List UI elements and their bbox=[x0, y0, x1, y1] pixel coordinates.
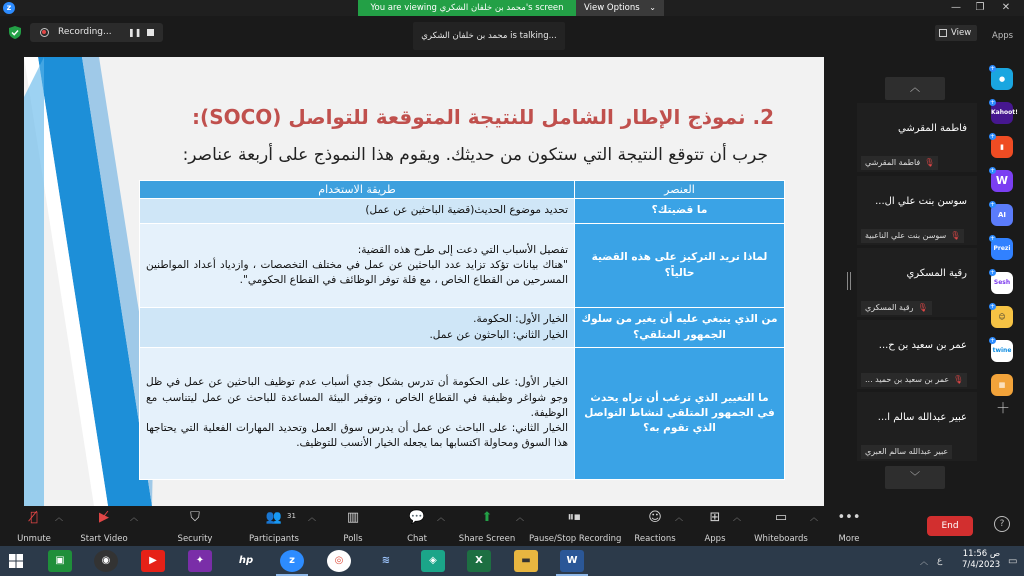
participant-label bbox=[861, 445, 952, 459]
end-meeting-button[interactable]: End bbox=[927, 516, 973, 536]
app-icon[interactable]: ● bbox=[991, 68, 1013, 90]
view-button[interactable] bbox=[935, 25, 977, 41]
file-explorer-icon[interactable]: ▬ bbox=[514, 550, 538, 572]
element-cell: لماذا تريد التركيز على هذه القضية حالياً؟ bbox=[575, 224, 785, 308]
record-icon bbox=[40, 28, 49, 37]
close-button[interactable]: ✕ bbox=[1001, 2, 1011, 13]
slide-title: 2. نموذج الإطار الشامل للنتيجة المتوقعة للتواصل (SOCO): bbox=[192, 105, 774, 129]
zoom-logo-icon: z bbox=[3, 2, 15, 14]
pause-stop-icon: ⏸⏹ bbox=[567, 510, 581, 525]
chrome-app-icon[interactable]: ◎ bbox=[327, 550, 351, 572]
panel-resize-handle[interactable] bbox=[847, 272, 851, 290]
add-app-icon[interactable]: ＋ bbox=[996, 401, 1010, 417]
sesh-app-icon[interactable]: Sesh bbox=[991, 272, 1013, 294]
table-row bbox=[140, 308, 785, 348]
usage-text: تحديد موضوع الحديث(قضية الباحثين عن عمل) bbox=[365, 204, 568, 217]
hp-app-icon[interactable]: hp bbox=[238, 555, 254, 566]
participant-tile[interactable] bbox=[857, 103, 977, 172]
chevron-up-icon[interactable]: ︿ bbox=[516, 513, 524, 522]
usage-text: "هناك بيانات تؤكد تزايد عدد الباحثين عن عمل في مختلف التخصصات ، وازدياد أعداد المواطنين المسرحين من القطاع الخاص ، مع قلة توفر الوظائف في القطاع الحكومي". bbox=[146, 258, 568, 287]
windows-taskbar bbox=[0, 546, 1024, 576]
notifications-icon[interactable]: ▭ bbox=[1008, 556, 1018, 567]
participants-icon: 👥 bbox=[265, 510, 283, 525]
add-app-badge: + bbox=[989, 201, 996, 208]
clock-date: 7/4/2023 bbox=[962, 560, 1001, 570]
chevron-down-icon: ⌄ bbox=[649, 3, 656, 12]
chevron-up-icon[interactable]: ︿ bbox=[675, 513, 683, 522]
participant-tile[interactable] bbox=[857, 392, 977, 461]
app-icon[interactable]: ☺ bbox=[991, 306, 1013, 328]
photos-app-icon[interactable]: ✦ bbox=[188, 550, 212, 572]
share-screen-icon: ⬆ bbox=[481, 510, 493, 525]
participant-tile[interactable] bbox=[857, 176, 977, 245]
store-app-icon[interactable]: ▣ bbox=[48, 550, 72, 572]
chat-icon: 💬 bbox=[408, 510, 426, 525]
chat-label: Chat bbox=[407, 534, 427, 544]
start-video-label: Start Video bbox=[80, 534, 128, 544]
participant-label bbox=[861, 373, 967, 387]
view-options-label: View Options bbox=[584, 3, 640, 13]
windows-start-icon[interactable] bbox=[9, 554, 23, 568]
ai-app-icon[interactable]: AI bbox=[991, 204, 1013, 226]
participant-name: رقية المسكري bbox=[906, 268, 967, 279]
participants-count: 31 bbox=[287, 512, 296, 520]
chevron-up-icon[interactable]: ︿ bbox=[810, 513, 818, 522]
participant-name: عمر بن سعيد بن ح... bbox=[878, 340, 967, 351]
share-screen-label: Share Screen bbox=[458, 534, 516, 544]
clock-time: 11:56 ص bbox=[962, 549, 1001, 559]
stop-recording-icon[interactable] bbox=[147, 29, 154, 36]
add-app-badge: + bbox=[989, 235, 996, 242]
app-icon[interactable]: ◈ bbox=[421, 550, 445, 572]
word-app-icon[interactable]: W bbox=[560, 550, 584, 572]
usage-cell bbox=[140, 348, 575, 480]
slide-subtitle: جرب أن تتوقع النتيجة التي ستكون من حديثك. ويقوم هذا النموذج على أربعة عناصر: bbox=[182, 145, 768, 165]
reactions-button[interactable] bbox=[633, 510, 677, 544]
participant-label bbox=[861, 229, 964, 243]
polls-icon: ▥ bbox=[346, 510, 360, 525]
participant-label bbox=[861, 156, 938, 170]
participant-name: عبير عبدالله سالم ا... bbox=[877, 412, 967, 423]
element-cell: ما التغيير الذي ترغب أن تراه يحدث في الجمهور المتلقي لنشاط التواصل الذي تقوم به؟ bbox=[575, 348, 785, 480]
table-row bbox=[140, 348, 785, 480]
participant-label-text: عبير عبدالله سالم العبري bbox=[865, 447, 949, 456]
recording-label: Recording... bbox=[58, 27, 112, 37]
participant-label bbox=[861, 301, 932, 315]
usage-cell bbox=[140, 199, 575, 224]
network-app-icon[interactable]: ≋ bbox=[381, 555, 391, 566]
language-indicator[interactable]: ع bbox=[937, 556, 943, 566]
viewing-banner: You are viewing محمد بن خلفان الشكري's screen bbox=[358, 0, 576, 16]
whiteboards-button[interactable] bbox=[752, 510, 810, 544]
title-bar bbox=[0, 0, 1024, 16]
minimize-button[interactable]: — bbox=[951, 2, 961, 13]
polls-button[interactable] bbox=[335, 510, 371, 544]
table-row bbox=[140, 224, 785, 308]
mic-muted-icon: 🎙̸ bbox=[30, 510, 38, 525]
twine-app-icon[interactable]: twine bbox=[991, 340, 1013, 362]
zoom-app-icon[interactable]: z bbox=[280, 550, 304, 572]
excel-app-icon[interactable]: X bbox=[467, 550, 491, 572]
pause-stop-recording-button[interactable] bbox=[529, 510, 622, 544]
gallery-page-up-button[interactable]: ︿ bbox=[885, 77, 945, 100]
mic-muted-icon: 🎙 bbox=[917, 303, 928, 312]
view-options-button[interactable] bbox=[576, 0, 664, 16]
more-label: More bbox=[838, 534, 860, 544]
whiteboard-icon: ▭ bbox=[774, 510, 788, 525]
start-video-button[interactable] bbox=[78, 510, 130, 544]
participant-label-text: عمر بن سعيد بن حميد ... bbox=[865, 375, 950, 384]
usage-cell bbox=[140, 224, 575, 308]
shield-icon: ⛉ bbox=[190, 510, 200, 525]
usage-text: الخيار الثاني: على الباحث عن عمل أن يدرس سوق العمل وتحديد المهارات الفعلية التي يحتاجها هذا السوق ومحاولة اكتسابها بما يجعله الخيار الأنسب للتوظيف. bbox=[146, 422, 568, 450]
reactions-icon: ☺ bbox=[648, 510, 662, 525]
chevron-up-icon[interactable]: ︿ bbox=[308, 513, 316, 522]
chat-button[interactable] bbox=[399, 510, 435, 544]
soco-table bbox=[139, 180, 785, 480]
whiteboards-label: Whiteboards bbox=[754, 534, 808, 544]
participant-label-text: سوسن بنت علي الناعبية bbox=[865, 231, 947, 240]
add-app-badge: + bbox=[989, 133, 996, 140]
apps-button[interactable] bbox=[698, 510, 732, 544]
apps-label: Apps bbox=[704, 534, 726, 544]
participant-name: فاطمة المقرشي bbox=[897, 123, 967, 134]
participant-label-text: رقية المسكري bbox=[865, 303, 914, 312]
security-label: Security bbox=[177, 534, 213, 544]
app-icon[interactable]: ▦ bbox=[991, 374, 1013, 396]
usage-text: الخيار الأول: الحكومة. bbox=[473, 313, 568, 326]
header-element: العنصر bbox=[575, 181, 785, 199]
reactions-label: Reactions bbox=[634, 534, 676, 544]
chevron-up-icon[interactable]: ︿ bbox=[437, 513, 445, 522]
mic-muted-icon: 🎙 bbox=[950, 231, 961, 240]
youtube-app-icon[interactable]: ▶ bbox=[141, 550, 165, 572]
chevron-up-icon[interactable]: ︿ bbox=[733, 513, 741, 522]
header-usage: طريقة الاستخدام bbox=[140, 181, 575, 199]
chevron-up-icon[interactable]: ︿ bbox=[130, 513, 138, 522]
add-app-badge: + bbox=[989, 337, 996, 344]
system-clock[interactable] bbox=[962, 549, 1000, 571]
wooclap-app-icon[interactable]: W bbox=[991, 170, 1013, 192]
chevron-up-icon[interactable]: ︿ bbox=[55, 513, 63, 522]
gallery-page-down-button[interactable]: ﹀ bbox=[885, 466, 945, 489]
mic-muted-icon: 🎙 bbox=[953, 375, 964, 384]
more-icon: ••• bbox=[837, 510, 861, 525]
app-icon[interactable]: ▮ bbox=[991, 136, 1013, 158]
participant-label-text: فاطمة المقرشي bbox=[865, 158, 921, 167]
view-label: View bbox=[951, 28, 972, 38]
prezi-app-icon[interactable]: Prezi bbox=[991, 238, 1013, 260]
unmute-button[interactable] bbox=[14, 510, 54, 544]
add-app-badge: + bbox=[989, 269, 996, 276]
element-cell: ما قضيتك؟ bbox=[575, 199, 785, 224]
kahoot-app-icon[interactable]: Kahoot! bbox=[991, 102, 1013, 124]
usage-text: الخيار الثاني: الباحثون عن عمل. bbox=[429, 328, 568, 341]
slide-decoration bbox=[24, 57, 154, 506]
help-icon[interactable]: ? bbox=[994, 516, 1010, 532]
video-off-icon: ▶̸ bbox=[99, 510, 109, 525]
active-speaker-label: محمد بن خلفان الشكري is talking... bbox=[413, 22, 565, 50]
pause-stop-label: Pause/Stop Recording bbox=[529, 534, 622, 544]
meeting-toolbar bbox=[0, 506, 1024, 546]
pause-recording-icon[interactable]: ❚❚ bbox=[128, 28, 142, 37]
apps-panel-label: Apps bbox=[992, 31, 1014, 41]
element-cell: من الذي ينبغي عليه أن يغير من سلوك الجمهور المتلقي؟ bbox=[575, 308, 785, 348]
unmute-label: Unmute bbox=[17, 534, 51, 544]
usage-text: تفصيل الأسباب التي دعت إلى طرح هذه القضية: bbox=[357, 243, 568, 256]
apps-icon: ⊞ bbox=[709, 510, 721, 525]
participants-label: Participants bbox=[249, 534, 299, 544]
shared-screen-slide bbox=[24, 57, 824, 506]
restore-button[interactable]: ❐ bbox=[975, 2, 985, 13]
add-app-badge: + bbox=[989, 303, 996, 310]
recording-indicator bbox=[30, 23, 163, 42]
participant-tile[interactable] bbox=[857, 320, 977, 389]
share-screen-button[interactable] bbox=[458, 510, 516, 544]
table-row bbox=[140, 199, 785, 224]
table-header-row bbox=[140, 181, 785, 199]
add-app-badge: + bbox=[989, 99, 996, 106]
add-app-badge: + bbox=[989, 65, 996, 72]
participant-tile[interactable] bbox=[857, 248, 977, 317]
security-button[interactable] bbox=[175, 510, 215, 544]
shield-icon[interactable] bbox=[9, 26, 21, 39]
usage-cell bbox=[140, 308, 575, 348]
mic-muted-icon: 🎙 bbox=[924, 158, 935, 167]
tray-chevron-icon[interactable]: ︿ bbox=[920, 557, 928, 566]
participant-name: سوسن بنت علي ال... bbox=[875, 196, 967, 207]
add-app-badge: + bbox=[989, 167, 996, 174]
more-button[interactable] bbox=[832, 510, 866, 544]
usage-text: الخيار الأول: على الحكومة أن تدرس بشكل جدي أسباب عدم توظيف الباحثين عن عمل في ظل وجو شواغر وظيفية في القطاع الخاص ، وتوفير البيئة المساعدة للباحث عن عمل ليتناسب مع الوظيفة. bbox=[146, 376, 568, 419]
grid-view-icon bbox=[939, 29, 947, 37]
polls-label: Polls bbox=[343, 534, 363, 544]
camera-app-icon[interactable]: ◉ bbox=[94, 550, 118, 572]
